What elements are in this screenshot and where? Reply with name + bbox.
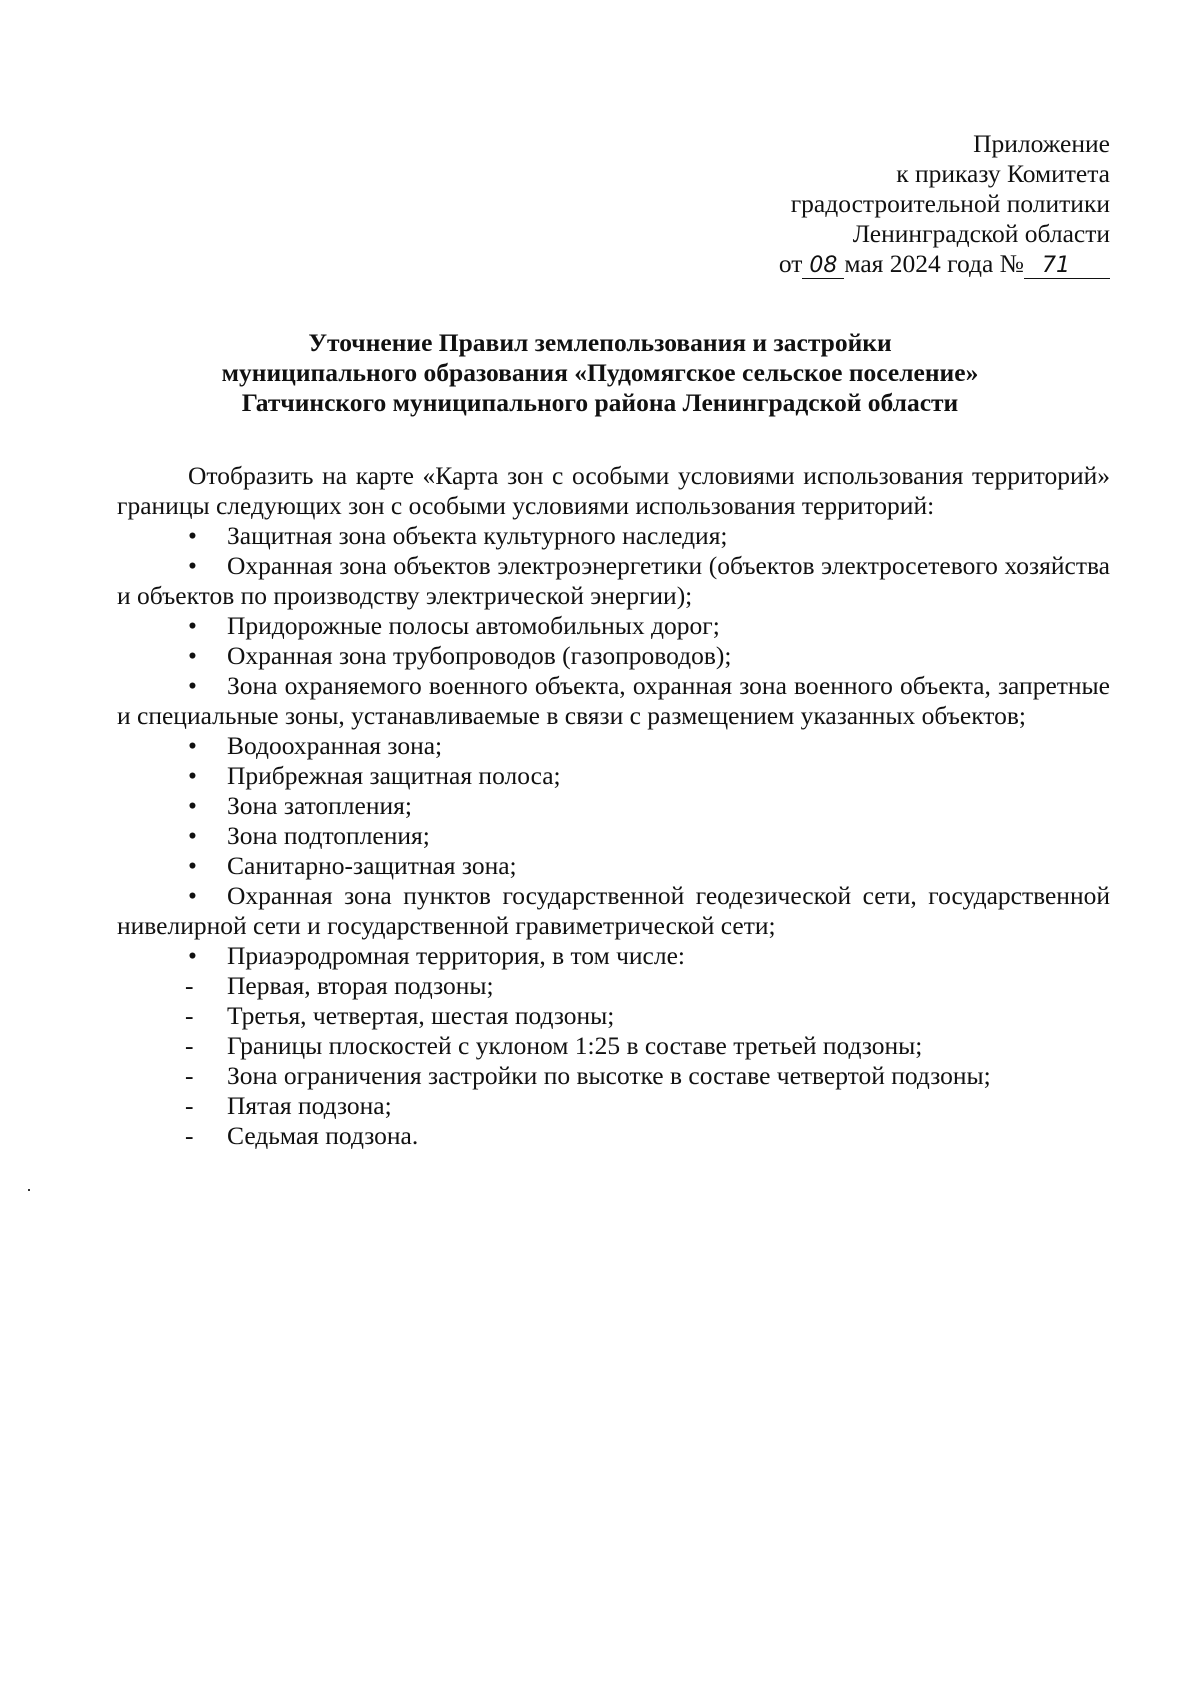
zone-list-item xyxy=(117,761,1110,791)
bullet-marker: • xyxy=(188,611,197,640)
bullet-marker: • xyxy=(188,761,197,790)
bullet-marker: • xyxy=(188,551,197,580)
zone-list-item xyxy=(117,671,1110,731)
order-date-line xyxy=(590,249,1110,279)
subzone-text: Границы плоскостей с уклоном 1:25 в составе третьей подзоны; xyxy=(227,1031,923,1060)
zone-list-item xyxy=(117,821,1110,851)
intro-paragraph: Отобразить на карте «Карта зон с особыми условиями использования территорий» границы следующих зон с особыми условиями использования территорий: xyxy=(117,461,1110,520)
appendix-line: к приказу Комитета xyxy=(896,159,1110,188)
zone-text: Защитная зона объекта культурного наследия; xyxy=(227,521,728,550)
zone-text: Охранная зона объектов электроэнергетики (объектов электросетевого хозяйства и объектов по производству электрической энергии); xyxy=(117,551,1110,610)
scan-speck xyxy=(28,1189,30,1191)
dash-marker: - xyxy=(185,1121,194,1150)
zone-text: Водоохранная зона; xyxy=(227,731,443,760)
zone-list-item xyxy=(117,881,1110,941)
zone-text: Охранная зона трубопроводов (газопроводов); xyxy=(227,641,732,670)
appendix-line: Ленинградской области xyxy=(852,219,1110,248)
zone-list-item xyxy=(117,851,1110,881)
subzone-list-item xyxy=(117,1031,1110,1061)
title-line: муниципального образования «Пудомягское сельское поселение» xyxy=(221,358,979,387)
dash-marker: - xyxy=(185,1001,194,1030)
subzone-list-item xyxy=(117,1061,1110,1091)
bullet-marker: • xyxy=(188,941,197,970)
subzone-text: Первая, вторая подзоны; xyxy=(227,971,494,1000)
bullet-marker: • xyxy=(188,791,197,820)
dash-marker: - xyxy=(185,1031,194,1060)
zone-list-item xyxy=(117,521,1110,551)
subzone-list-item xyxy=(117,1121,1110,1151)
subzone-text: Зона ограничения застройки по высотке в составе четвертой подзоны; xyxy=(227,1061,991,1090)
handwritten-order-number: 71 xyxy=(1024,254,1110,279)
bullet-marker: • xyxy=(188,521,197,550)
subzone-text: Пятая подзона; xyxy=(227,1091,392,1120)
bullet-marker: • xyxy=(188,851,197,880)
handwritten-order-day: 08 xyxy=(802,254,844,279)
bullet-marker: • xyxy=(188,821,197,850)
zone-text: Придорожные полосы автомобильных дорог; xyxy=(227,611,720,640)
title-line: Уточнение Правил землепользования и застройки xyxy=(308,328,892,357)
zone-text: Зона подтопления; xyxy=(227,821,430,850)
title-line: Гатчинского муниципального района Ленинградской области xyxy=(241,388,959,417)
zone-text: Санитарно-защитная зона; xyxy=(227,851,517,880)
zone-list-item xyxy=(117,731,1110,761)
dash-marker: - xyxy=(185,1091,194,1120)
zone-list-item xyxy=(117,791,1110,821)
zone-list-item xyxy=(117,941,1110,971)
subzone-list-item xyxy=(117,971,1110,1001)
appendix-line: Приложение xyxy=(973,129,1110,158)
subzone-list-item xyxy=(117,1091,1110,1121)
document-body xyxy=(117,461,1110,1151)
subzone-text: Третья, четвертая, шестая подзоны; xyxy=(227,1001,615,1030)
zone-text: Охранная зона пунктов государственной геодезической сети, государственной нивелирной сети и государственной гравиметрической сети; xyxy=(117,881,1110,940)
dash-marker: - xyxy=(185,1061,194,1090)
bullet-marker: • xyxy=(188,731,197,760)
bullet-marker: • xyxy=(188,671,197,700)
order-prefix: от xyxy=(778,249,803,278)
zone-text: Зона затопления; xyxy=(227,791,412,820)
zone-list-item xyxy=(117,641,1110,671)
bullet-marker: • xyxy=(188,881,197,910)
order-middle: мая 2024 года № xyxy=(844,249,1024,278)
appendix-header xyxy=(590,129,1110,279)
appendix-line: градостроительной политики xyxy=(790,189,1110,218)
zone-text: Приаэродромная территория, в том числе: xyxy=(227,941,685,970)
document-title xyxy=(150,328,1050,418)
subzone-list-item xyxy=(117,1001,1110,1031)
bullet-marker: • xyxy=(188,641,197,670)
dash-marker: - xyxy=(185,971,194,1000)
zone-list-item xyxy=(117,611,1110,641)
zone-text: Зона охраняемого военного объекта, охранная зона военного объекта, запретные и специальные зоны, устанавливаемые в связи с размещением указанных объектов; xyxy=(117,671,1110,730)
zone-text: Прибрежная защитная полоса; xyxy=(227,761,561,790)
subzone-text: Седьмая подзона. xyxy=(227,1121,419,1150)
zone-list-item xyxy=(117,551,1110,611)
